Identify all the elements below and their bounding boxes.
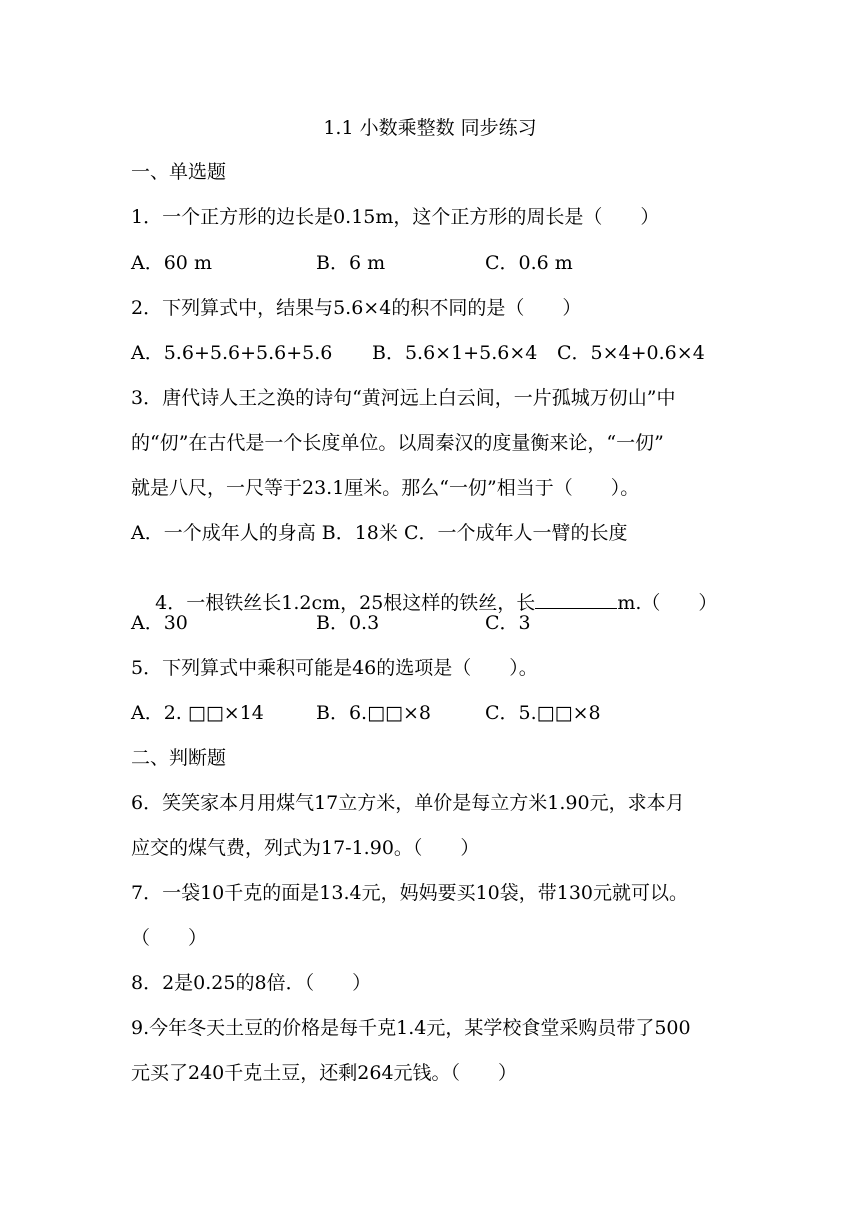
question-5-option-b: B．6.□□×8 (316, 702, 432, 724)
question-6-line-2: 应交的煤气费，列式为17-1.90。（ ） (131, 837, 480, 859)
question-6-line-1: 6．笑笑家本月用煤气17立方米，单价是每立方米1.90元，求本月 (131, 792, 685, 814)
question-5-text: 5．下列算式中乘积可能是46的选项是（ ）。 (131, 657, 538, 679)
question-1-text: 1．一个正方形的边长是0.15m，这个正方形的周长是（ ） (131, 206, 660, 228)
question-1-option-a: A．60 m (131, 252, 212, 274)
question-3-line-1: 3．唐代诗人王之涣的诗句“黄河远上白云间，一片孤城万仞山”中 (131, 387, 676, 409)
question-4-option-a: A．30 (131, 612, 188, 634)
question-4-option-c: C．3 (485, 612, 531, 634)
question-3-line-2: 的“仞”在古代是一个长度单位。以周秦汉的度量衡来论，“一仞” (131, 432, 664, 454)
question-5-option-a: A．2. □□×14 (131, 702, 264, 724)
question-2-option-c: C．5×4+0.6×4 (557, 342, 705, 364)
question-4-text (131, 566, 717, 639)
section-heading-single-choice: 一、单选题 (131, 161, 227, 183)
page-title: 1.1 小数乘整数 同步练习 (323, 117, 537, 139)
question-2-option-b: B．5.6×1+5.6×4 (372, 342, 538, 364)
question-9-line-2: 元买了240千克土豆，还剩264元钱。（ ） (131, 1062, 518, 1084)
question-3-line-3: 就是八尺，一尺等于23.1厘米。那么“一仞”相当于（ ）。 (131, 477, 640, 499)
question-4-text-before: 4．一根铁丝长1.2cm，25根这样的铁丝，长 (155, 592, 536, 614)
question-1-option-c: C．0.6 m (485, 252, 573, 274)
question-3-options: A．一个成年人的身高 B．18米 C．一个成年人一臂的长度 (131, 522, 628, 544)
question-4-text-after: m.（ ） (617, 592, 718, 614)
question-4-option-b: B．0.3 (316, 612, 380, 634)
question-2-option-a: A．5.6+5.6+5.6+5.6 (131, 342, 333, 364)
question-5-option-c: C．5.□□×8 (485, 702, 601, 724)
question-2-text: 2．下列算式中，结果与5.6×4的积不同的是（ ） (131, 297, 582, 319)
question-9-line-1: 9.今年冬天土豆的价格是每千克1.4元，某学校食堂采购员带了500 (131, 1017, 691, 1039)
question-7-line-1: 7．一袋10千克的面是13.4元，妈妈要买10袋，带130元就可以。 (131, 882, 689, 904)
section-heading-true-false: 二、判断题 (131, 747, 227, 769)
answer-blank (535, 590, 617, 609)
question-7-line-2: （ ） (131, 927, 208, 949)
question-1-option-b: B．6 m (316, 252, 386, 274)
question-8-text: 8．2是0.25的8倍．（ ） (131, 972, 372, 994)
